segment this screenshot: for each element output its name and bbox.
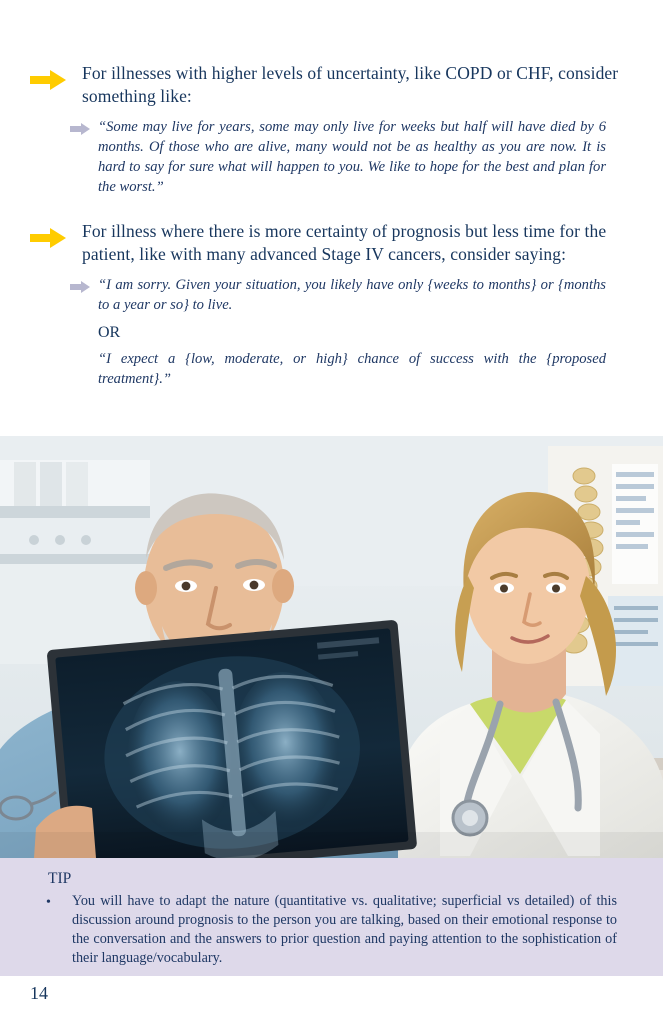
tip-text: You will have to adapt the nature (quantitative vs. qualitative; superficial vs detailed) of this discussion around prognosis to the person you are talking, based on their emotional response to the conversation and the answers to prior question and paying attention to the sophistication of their language/vocabulary. bbox=[72, 893, 617, 966]
tip-bullet-icon: • bbox=[46, 895, 51, 910]
text-content-area bbox=[0, 0, 663, 436]
tip-box bbox=[0, 858, 663, 976]
tip-title: TIP bbox=[48, 870, 72, 887]
section-heading-row bbox=[30, 62, 630, 108]
section-heading: For illnesses with higher levels of uncertainty, like COPD or CHF, consider something like: bbox=[82, 63, 619, 106]
small-arrow-icon bbox=[70, 122, 90, 134]
yellow-arrow-icon bbox=[30, 228, 66, 248]
section-heading-row bbox=[30, 220, 630, 266]
quote-text: “I am sorry. Given your situation, you likely have only {weeks to months} or {months to a year or so} to live. bbox=[98, 276, 606, 313]
yellow-arrow-icon bbox=[30, 70, 66, 90]
quote-group bbox=[98, 117, 630, 198]
page-number: 14 bbox=[30, 983, 48, 1003]
quote-group bbox=[98, 275, 630, 390]
section-certainty bbox=[30, 220, 630, 389]
small-arrow-icon bbox=[70, 280, 90, 292]
section-heading: For illness where there is more certainty of prognosis but less time for the patient, like with many advanced Stage IV cancers, consider saying: bbox=[82, 221, 607, 264]
or-label: OR bbox=[98, 323, 121, 341]
photo-doctor-and-patient bbox=[0, 436, 663, 858]
page-footer bbox=[0, 976, 663, 1024]
section-uncertainty bbox=[30, 62, 630, 197]
quote-text: “Some may live for years, some may only live for weeks but half will have died by 6 months. Of those who are alive, many would not be as healthy as you are now. It is hard to say for sure what will happen to you. We like to hope for the best and plan for the worst.” bbox=[98, 118, 606, 195]
quote-text: “I expect a {low, moderate, or high} chance of success with the {proposed treatment}.” bbox=[98, 350, 606, 387]
